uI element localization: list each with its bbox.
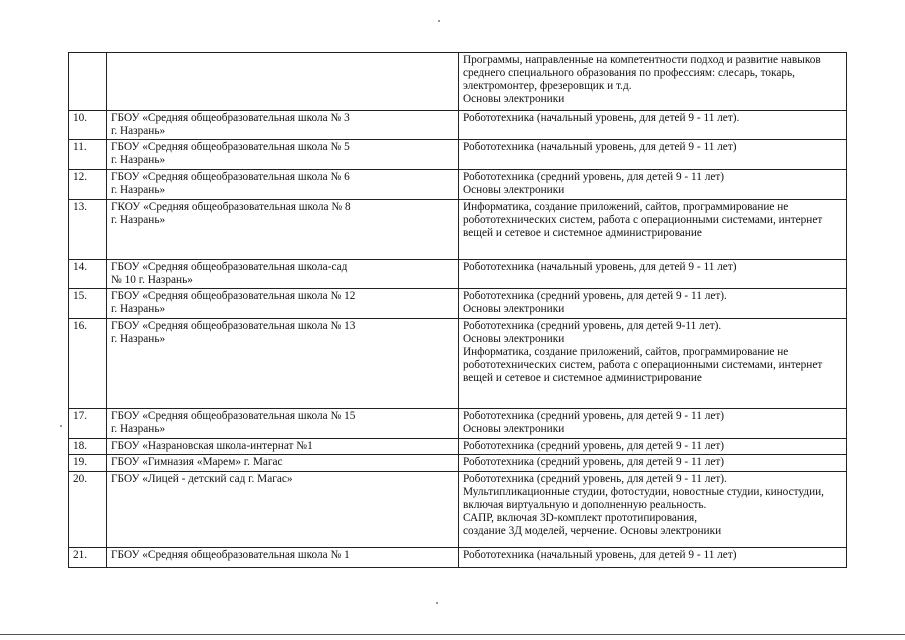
schools-table xyxy=(68,52,847,568)
program-cell: Робототехника (средний уровень, для детей 9 - 11 лет) Основы электроники xyxy=(459,170,847,200)
school-name-cell: ГБОУ «Средняя общеобразовательная школа-сад № 10 г. Назрань» xyxy=(107,260,459,289)
table-row xyxy=(69,170,847,200)
row-number: 10. xyxy=(69,111,107,140)
program-cell: Робототехника (начальный уровень, для детей 9 - 11 лет) xyxy=(459,260,847,289)
scan-speck xyxy=(60,425,62,427)
school-name-cell: ГБОУ «Средняя общеобразовательная школа № 13 г. Назрань» xyxy=(107,319,459,409)
program-cell: Робототехника (средний уровень, для детей 9 - 11 лет). Основы электроники xyxy=(459,289,847,319)
scan-speck xyxy=(436,602,438,604)
program-cell: Робототехника (средний уровень, для детей 9 - 11 лет) xyxy=(459,455,847,472)
row-number: 17. xyxy=(69,409,107,439)
table-row xyxy=(69,140,847,170)
table-row xyxy=(69,200,847,260)
school-name-cell: ГБОУ «Средняя общеобразовательная школа № 15 г. Назрань» xyxy=(107,409,459,439)
program-cell: Робототехника (начальный уровень, для детей 9 - 11 лет) xyxy=(459,548,847,568)
table-row xyxy=(69,439,847,455)
row-number: 21. xyxy=(69,548,107,568)
row-number: 12. xyxy=(69,170,107,200)
table-row xyxy=(69,409,847,439)
school-name-cell: ГБОУ «Средняя общеобразовательная школа № 5 г. Назрань» xyxy=(107,140,459,170)
row-number xyxy=(69,53,107,111)
page-bottom-edge xyxy=(0,634,905,635)
program-cell: Робототехника (средний уровень, для детей 9 - 11 лет) xyxy=(459,439,847,455)
program-cell: Программы, направленные на компетентности подход и развитие навыков среднего специального образования по профессиям: слесарь, токарь, электромонтер, фрезеровщик и т.д. Основы электроники xyxy=(459,53,847,111)
table-row xyxy=(69,53,847,111)
table-row xyxy=(69,472,847,548)
row-number: 15. xyxy=(69,289,107,319)
row-number: 11. xyxy=(69,140,107,170)
school-name-cell: ГБОУ «Средняя общеобразовательная школа № 3 г. Назрань» xyxy=(107,111,459,140)
table-row xyxy=(69,455,847,472)
program-cell: Робототехника (средний уровень, для детей 9-11 лет). Основы электроники Информатика, создание приложений, сайтов, программирование не робототехнических систем, работа с операционными системами, интернет вещей и сетевое и системное администрирование xyxy=(459,319,847,409)
program-cell: Робототехника (средний уровень, для детей 9 - 11 лет). Мультипликационные студии, фотостудии, новостные студии, киностудии, включая виртуальную и дополненную реальность. САПР, включая 3D-комплект прототипирования, создание 3Д моделей, черчение. Основы электроники xyxy=(459,472,847,548)
table-body xyxy=(69,53,847,568)
table-row xyxy=(69,289,847,319)
table-row xyxy=(69,111,847,140)
scan-speck xyxy=(438,20,440,22)
program-cell: Робототехника (средний уровень, для детей 9 - 11 лет) Основы электроники xyxy=(459,409,847,439)
table-row xyxy=(69,260,847,289)
school-name-cell: ГБОУ «Лицей - детский сад г. Магас» xyxy=(107,472,459,548)
row-number: 20. xyxy=(69,472,107,548)
program-cell: Информатика, создание приложений, сайтов, программирование не робототехнических систем, работа с операционными системами, интернет вещей и сетевое и системное администрирование xyxy=(459,200,847,260)
row-number: 16. xyxy=(69,319,107,409)
row-number: 13. xyxy=(69,200,107,260)
table-row xyxy=(69,548,847,568)
table-row xyxy=(69,319,847,409)
school-name-cell: ГКОУ «Средняя общеобразовательная школа № 8 г. Назрань» xyxy=(107,200,459,260)
school-name-cell: ГБОУ «Средняя общеобразовательная школа № 12 г. Назрань» xyxy=(107,289,459,319)
school-name-cell: ГБОУ «Назрановская школа-интернат №1 xyxy=(107,439,459,455)
school-name-cell: ГБОУ «Средняя общеобразовательная школа № 6 г. Назрань» xyxy=(107,170,459,200)
school-name-cell: ГБОУ «Гимназия «Марем» г. Магас xyxy=(107,455,459,472)
row-number: 19. xyxy=(69,455,107,472)
row-number: 14. xyxy=(69,260,107,289)
school-name-cell xyxy=(107,53,459,111)
school-name-cell: ГБОУ «Средняя общеобразовательная школа № 1 xyxy=(107,548,459,568)
program-cell: Робототехника (начальный уровень, для детей 9 - 11 лет). xyxy=(459,111,847,140)
program-cell: Робототехника (начальный уровень, для детей 9 - 11 лет) xyxy=(459,140,847,170)
row-number: 18. xyxy=(69,439,107,455)
